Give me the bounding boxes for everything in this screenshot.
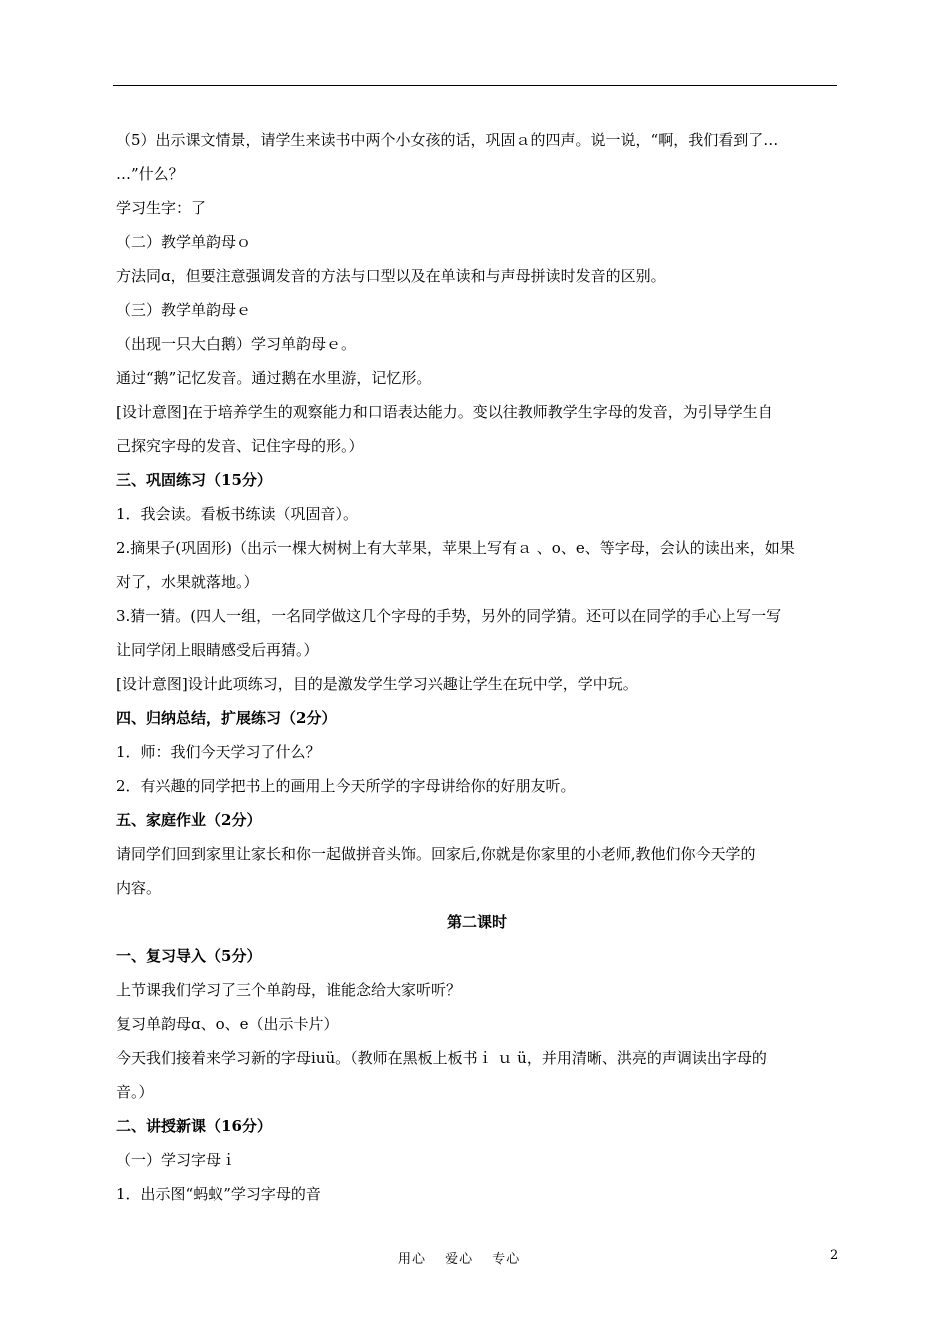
paragraph-line: 2．有兴趣的同学把书上的画用上今天所学的字母讲给你的好朋友听。 [116, 777, 576, 795]
paragraph-line: 1．我会读。看板书练读（巩固音）。 [116, 505, 359, 523]
footer-motto: 用心 爱心 专心 [398, 1252, 521, 1267]
paragraph-line: [设计意图]设计此项练习，目的是激发学生学习兴趣让学生在玩中学，学中玩。 [116, 675, 638, 693]
paragraph-line: （二）教学单韵母ｏ [116, 233, 252, 251]
paragraph-line: 1．出示图“蚂蚁”学习字母的音 [116, 1185, 321, 1203]
section-heading: 一、复习导入（5分） [116, 947, 262, 965]
paragraph-line: （出现一只大白鹅）学习单韵母ｅ。 [116, 335, 357, 353]
section-heading: 三、巩固练习（15分） [116, 471, 272, 489]
paragraph-line: 让同学闭上眼睛感受后再猜。） [116, 641, 319, 659]
paragraph-line: 请同学们回到家里让家长和你一起做拼音头饰。回家后,你就是你家里的小老师,教他们你今天学的 [116, 845, 756, 863]
paragraph-line: （5）出示课文情景，请学生来读书中两个小女孩的话，巩固ａ的四声。说一说，“啊，我们看到了… [116, 131, 779, 149]
paragraph-line: 复习单韵母ɑ、o、e（出示卡片） [116, 1015, 339, 1033]
paragraph-line: 对了，水果就落地。） [116, 573, 259, 591]
page-number: 2 [830, 1248, 839, 1263]
section-heading: 四、归纳总结，扩展练习（2分） [116, 709, 337, 727]
paragraph-line: 上节课我们学习了三个单韵母，谁能念给大家听听？ [116, 981, 462, 999]
paragraph-line: （一）学习字母ｉ [116, 1151, 237, 1169]
paragraph-line: …”什么？ [116, 165, 184, 183]
paragraph-line: 己探究字母的发音、记住字母的形。） [116, 437, 364, 455]
paragraph-line: 音。） [116, 1083, 154, 1101]
paragraph-line: 方法同ɑ，但要注意强调发音的方法与口型以及在单读和与声母拼读时发音的区别。 [116, 267, 666, 285]
document-body [116, 123, 838, 1211]
lesson-title: 第二课时 [446, 913, 507, 931]
paragraph-line: 内容。 [116, 879, 162, 897]
section-heading: 五、家庭作业（2分） [116, 811, 262, 829]
paragraph-line: 今天我们接着来学习新的字母iuü。（教师在黑板上板书ｉ ｕ ü，并用清晰、洪亮的声调读出字母的 [116, 1049, 767, 1067]
paragraph-line: 通过“鹅”记忆发音。通过鹅在水里游，记忆形。 [116, 369, 432, 387]
paragraph-line: [设计意图]在于培养学生的观察能力和口语表达能力。变以往教师教学生字母的发音，为引导学生自 [116, 403, 773, 421]
paragraph-line: 1．师：我们今天学习了什么？ [116, 743, 321, 761]
paragraph-line: 学习生字：了 [116, 199, 207, 217]
paragraph-line: 3.猜一猜。(四人一组，一名同学做这几个字母的手势，另外的同学猜。还可以在同学的手心上写一写 [116, 607, 782, 625]
paragraph-line: 2.摘果子(巩固形)（出示一棵大树树上有大苹果，苹果上写有ａ 、o、e、等字母，会认的读出来，如果 [116, 539, 795, 557]
header-rule [113, 85, 837, 86]
paragraph-line: （三）教学单韵母ｅ [116, 301, 252, 319]
section-heading: 二、讲授新课（16分） [116, 1117, 272, 1135]
